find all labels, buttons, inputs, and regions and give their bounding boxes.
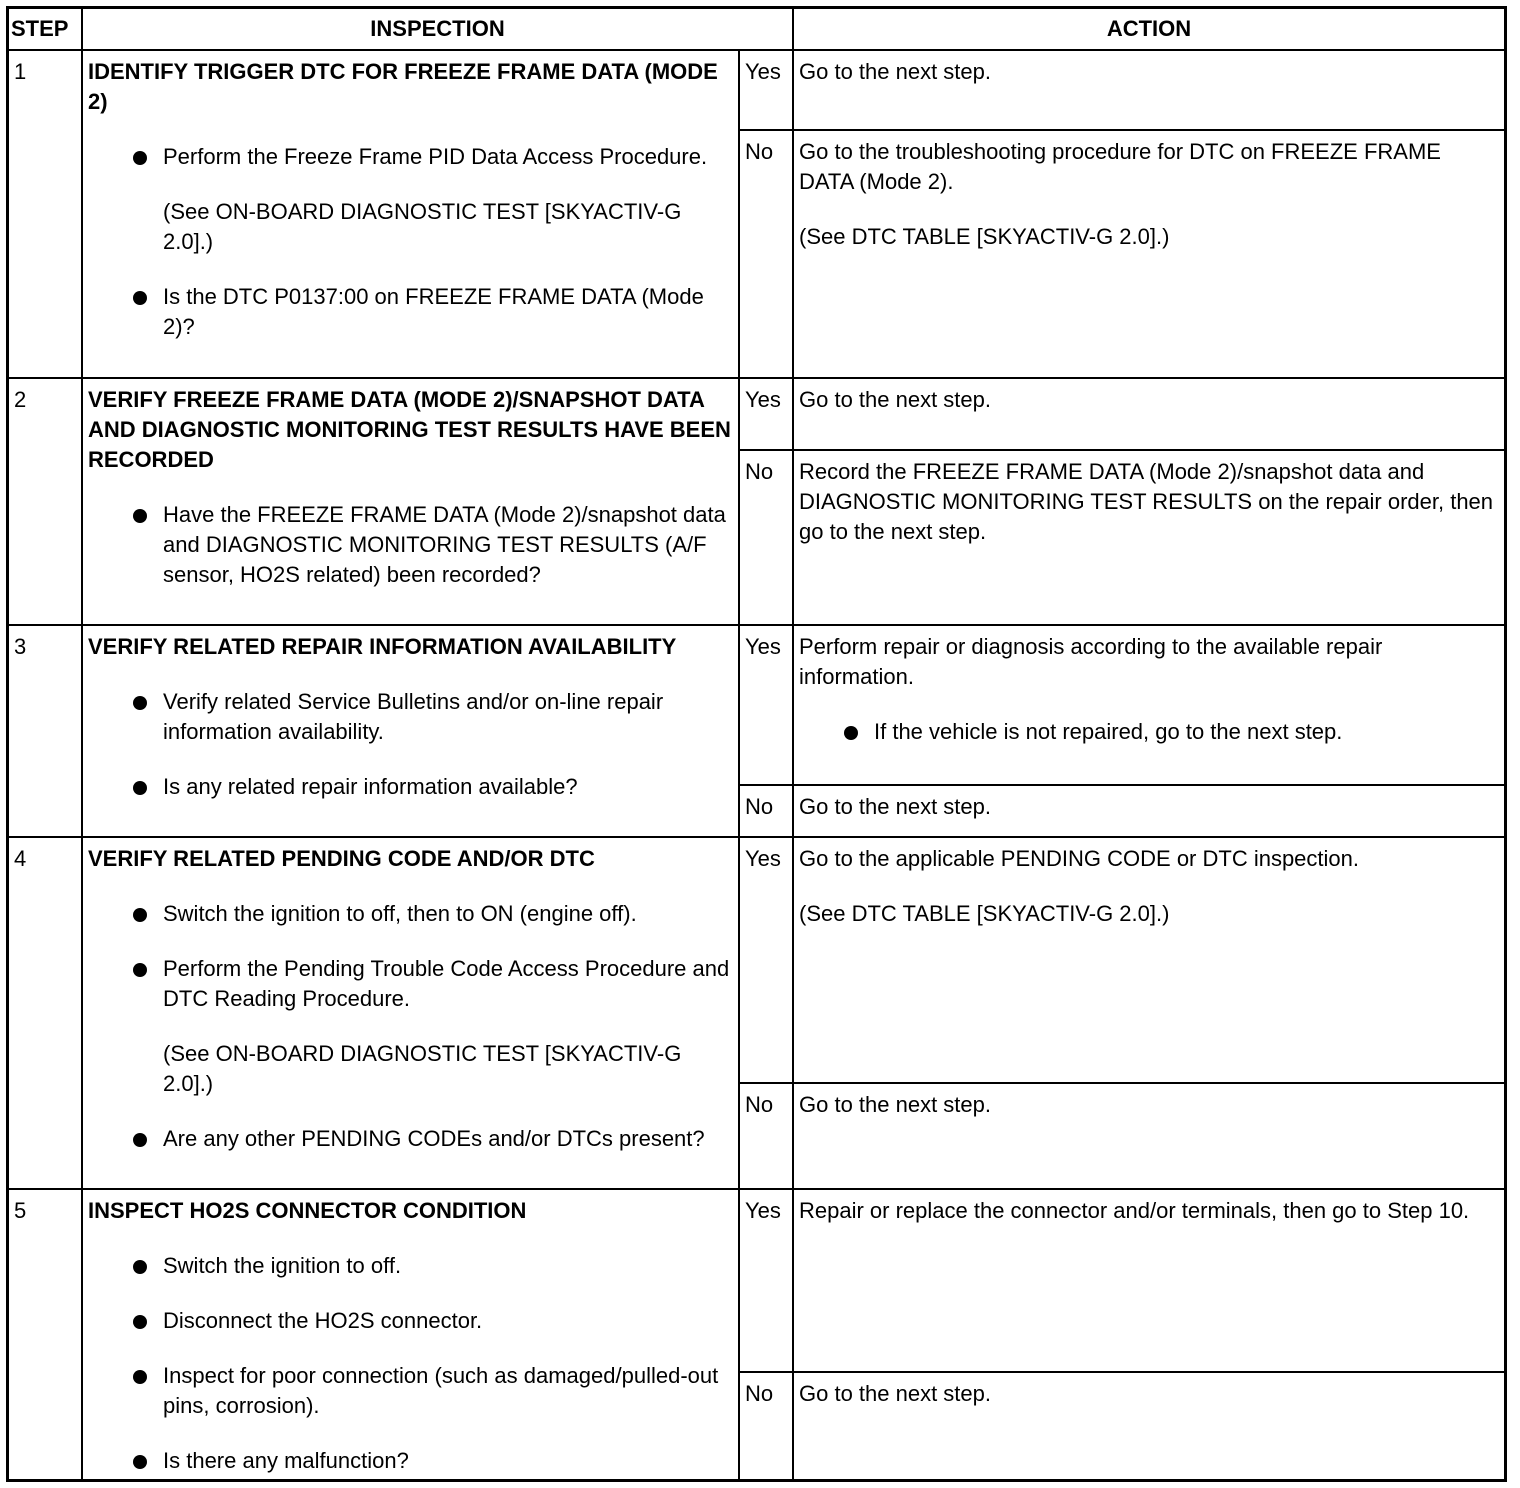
table-row <box>9 1189 1504 1372</box>
no-label: No <box>739 785 793 837</box>
inspection-bullet: Perform the Pending Trouble Code Access Procedure and DTC Reading Procedure. (See ON-BOARD DIAGNOSTIC TEST [SKYACTIV-G 2.0].) <box>88 954 734 1099</box>
yes-label: Yes <box>739 50 793 130</box>
inspection-bullet: Disconnect the HO2S connector. <box>88 1306 734 1336</box>
no-action: Go to the next step. <box>793 1083 1504 1189</box>
action-note: (See DTC TABLE [SKYACTIV-G 2.0].) <box>799 224 1170 249</box>
yes-action: Go to the next step. <box>793 50 1504 130</box>
inspection-cell <box>82 378 739 625</box>
yes-label: Yes <box>739 625 793 785</box>
inspection-heading: VERIFY RELATED REPAIR INFORMATION AVAILABILITY <box>88 634 677 659</box>
no-label: No <box>739 130 793 378</box>
inspection-cell <box>82 837 739 1189</box>
inspection-heading: INSPECT HO2S CONNECTOR CONDITION <box>88 1198 527 1223</box>
yes-label: Yes <box>739 837 793 1083</box>
inspection-bullet: Switch the ignition to off, then to ON (engine off). <box>88 899 734 929</box>
header-action: ACTION <box>793 9 1504 50</box>
no-action: Go to the next step. <box>793 785 1504 837</box>
yes-action: Perform repair or diagnosis according to the available repair information. If the vehicle is not repaired, go to the next step. <box>793 625 1504 785</box>
inspection-cell <box>82 625 739 837</box>
no-action: Record the FREEZE FRAME DATA (Mode 2)/snapshot data and DIAGNOSTIC MONITORING TEST RESULTS on the repair order, then go to the next step. <box>793 450 1504 625</box>
inspection-bullet: Is any related repair information available? <box>88 772 734 802</box>
inspection-bullet: Is the DTC P0137:00 on FREEZE FRAME DATA (Mode 2)? <box>88 282 734 342</box>
no-action: Go to the troubleshooting procedure for DTC on FREEZE FRAME DATA (Mode 2). (See DTC TABLE [SKYACTIV-G 2.0].) <box>793 130 1504 378</box>
inspection-heading: VERIFY FREEZE FRAME DATA (MODE 2)/SNAPSHOT DATA AND DIAGNOSTIC MONITORING TEST RESULTS HAVE BEEN RECORDED <box>88 387 731 472</box>
table-row <box>9 378 1504 450</box>
inspection-bullet: Perform the Freeze Frame PID Data Access Procedure. (See ON-BOARD DIAGNOSTIC TEST [SKYACTIV-G 2.0].) <box>88 142 734 257</box>
step-number: 4 <box>9 837 82 1189</box>
yes-label: Yes <box>739 378 793 450</box>
table-row <box>9 837 1504 1083</box>
step-number: 2 <box>9 378 82 625</box>
header-inspection: INSPECTION <box>82 9 793 50</box>
action-note: (See DTC TABLE [SKYACTIV-G 2.0].) <box>799 901 1170 926</box>
inspection-bullet: Are any other PENDING CODEs and/or DTCs present? <box>88 1124 734 1154</box>
yes-action: Go to the applicable PENDING CODE or DTC inspection. (See DTC TABLE [SKYACTIV-G 2.0].) <box>793 837 1504 1083</box>
inspection-bullet: Is there any malfunction? <box>88 1446 734 1476</box>
inspection-note: (See ON-BOARD DIAGNOSTIC TEST [SKYACTIV-G 2.0].) <box>163 1041 682 1096</box>
inspection-bullet: Switch the ignition to off. <box>88 1251 734 1281</box>
inspection-bullet: Verify related Service Bulletins and/or on-line repair information availability. <box>88 687 734 747</box>
table-header-row <box>9 9 1504 50</box>
inspection-heading: IDENTIFY TRIGGER DTC FOR FREEZE FRAME DATA (MODE 2) <box>88 59 718 114</box>
step-number: 3 <box>9 625 82 837</box>
no-label: No <box>739 450 793 625</box>
header-step: STEP <box>9 9 82 50</box>
table-row <box>9 625 1504 785</box>
no-action: Go to the next step. <box>793 1372 1504 1480</box>
table-row <box>9 50 1504 130</box>
yes-action: Go to the next step. <box>793 378 1504 450</box>
step-number: 5 <box>9 1189 82 1480</box>
step-number: 1 <box>9 50 82 378</box>
yes-action: Repair or replace the connector and/or terminals, then go to Step 10. <box>793 1189 1504 1372</box>
yes-label: Yes <box>739 1189 793 1372</box>
inspection-bullet: Have the FREEZE FRAME DATA (Mode 2)/snapshot data and DIAGNOSTIC MONITORING TEST RESULTS (A/F sensor, HO2S related) been recorded? <box>88 500 734 590</box>
no-label: No <box>739 1083 793 1189</box>
inspection-cell <box>82 50 739 378</box>
action-bullet: If the vehicle is not repaired, go to the next step. <box>799 717 1500 747</box>
no-label: No <box>739 1372 793 1480</box>
diagnostic-procedure-table <box>6 6 1507 1482</box>
inspection-heading: VERIFY RELATED PENDING CODE AND/OR DTC <box>88 846 595 871</box>
inspection-note: (See ON-BOARD DIAGNOSTIC TEST [SKYACTIV-G 2.0].) <box>163 199 682 254</box>
inspection-cell <box>82 1189 739 1480</box>
inspection-bullet: Inspect for poor connection (such as damaged/pulled-out pins, corrosion). <box>88 1361 734 1421</box>
